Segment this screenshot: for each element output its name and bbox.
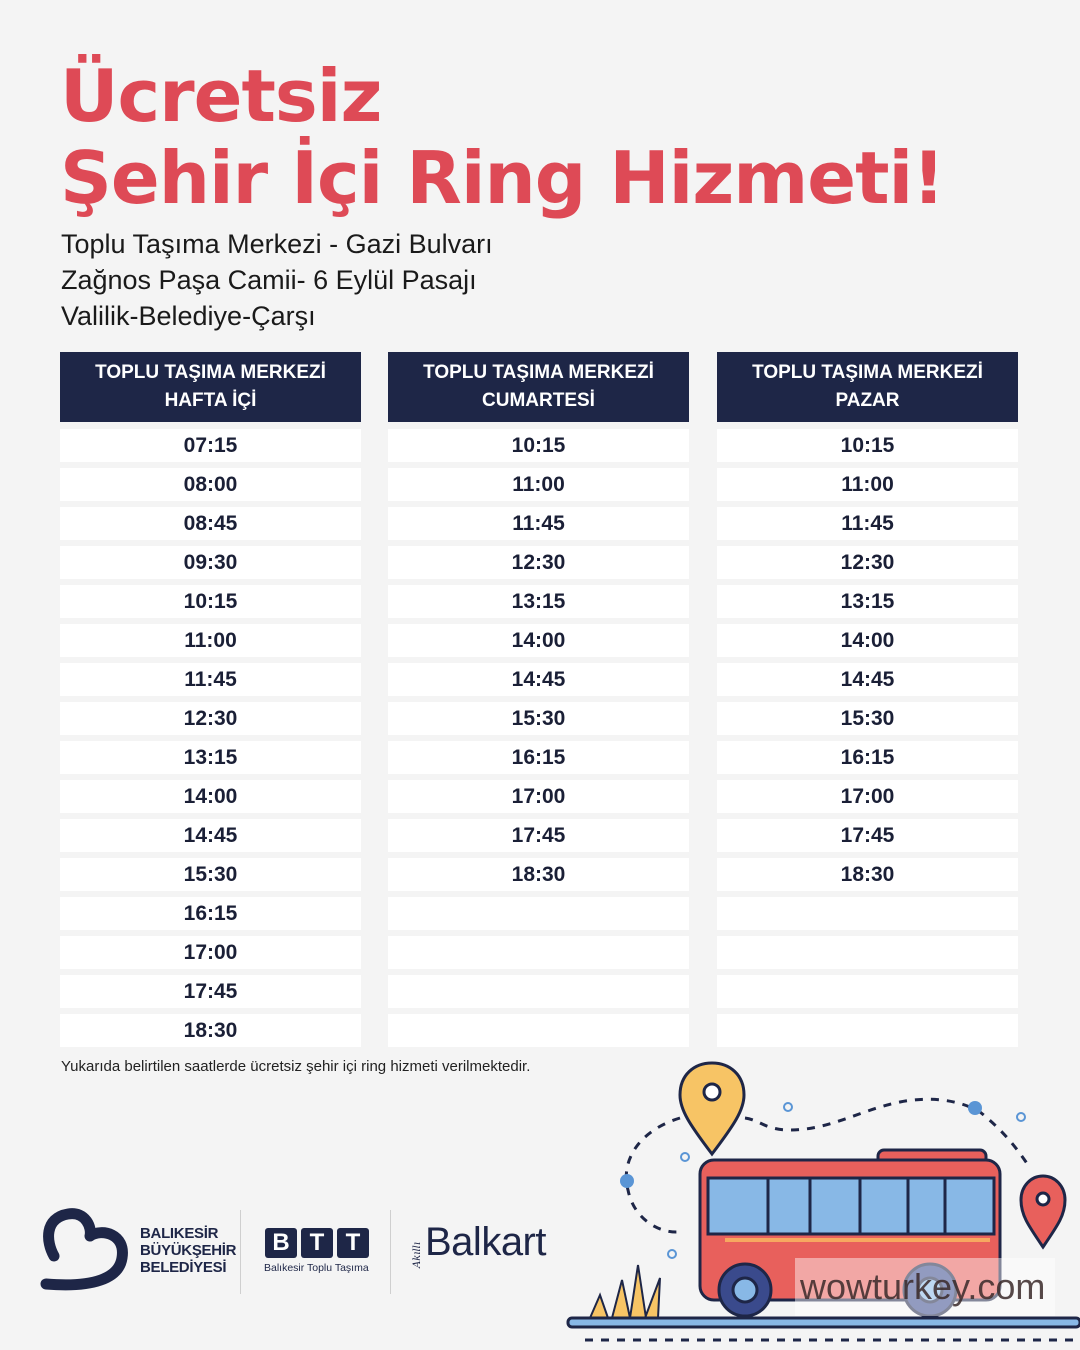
municipality-name xyxy=(140,1225,236,1276)
time-row: 13:15 xyxy=(60,741,361,774)
time-row: 11:45 xyxy=(388,507,689,540)
btt-letter: B xyxy=(265,1228,297,1258)
time-row: 14:00 xyxy=(717,624,1018,657)
time-row: 18:30 xyxy=(717,858,1018,891)
schedule-column-weekday xyxy=(60,352,361,1053)
time-row: 09:30 xyxy=(60,546,361,579)
municipality-line-3: BELEDİYESİ xyxy=(140,1259,227,1276)
btt-letter: T xyxy=(301,1228,333,1258)
time-row: 14:45 xyxy=(60,819,361,852)
time-row: 17:45 xyxy=(60,975,361,1008)
time-row: 08:00 xyxy=(60,468,361,501)
header-line-2: PAZAR xyxy=(835,390,900,411)
time-row: 11:45 xyxy=(717,507,1018,540)
btt-letter: T xyxy=(337,1228,369,1258)
watermark: wowturkey.com xyxy=(800,1266,1046,1307)
logo-bar xyxy=(30,1200,570,1300)
time-row: 12:30 xyxy=(717,546,1018,579)
route-description xyxy=(61,226,493,334)
time-row: 11:45 xyxy=(60,663,361,696)
btt-subtitle: Balıkesir Toplu Taşıma xyxy=(264,1262,369,1274)
time-row: 12:30 xyxy=(60,702,361,735)
column-header xyxy=(60,352,361,422)
municipality-line-2: BÜYÜKŞEHİR xyxy=(140,1242,237,1259)
time-row: 15:30 xyxy=(60,858,361,891)
time-row-empty xyxy=(717,897,1018,930)
time-row: 10:15 xyxy=(388,429,689,462)
time-row: 14:45 xyxy=(388,663,689,696)
title-line-1: Ücretsiz xyxy=(60,54,382,138)
time-row: 08:45 xyxy=(60,507,361,540)
header-line-1: TOPLU TAŞIMA MERKEZİ xyxy=(423,362,654,383)
divider xyxy=(240,1210,241,1294)
time-row-empty xyxy=(388,1014,689,1047)
column-header xyxy=(717,352,1018,422)
divider xyxy=(390,1210,391,1294)
time-row: 10:15 xyxy=(60,585,361,618)
time-row-empty xyxy=(388,897,689,930)
time-row: 15:30 xyxy=(388,702,689,735)
time-row: 17:00 xyxy=(388,780,689,813)
time-row: 14:45 xyxy=(717,663,1018,696)
time-row: 13:15 xyxy=(388,585,689,618)
akilli-label: Akıllı xyxy=(412,1241,423,1268)
schedule-column-saturday xyxy=(388,352,689,1053)
header-line-2: HAFTA İÇİ xyxy=(164,390,257,411)
balkart-logo: Balkart xyxy=(425,1220,546,1264)
time-row: 12:30 xyxy=(388,546,689,579)
time-row: 17:45 xyxy=(717,819,1018,852)
time-row: 11:00 xyxy=(388,468,689,501)
title-line-2: Şehir İçi Ring Hizmeti! xyxy=(60,136,945,220)
time-row-empty xyxy=(388,936,689,969)
header-line-1: TOPLU TAŞIMA MERKEZİ xyxy=(95,362,326,383)
time-row: 16:15 xyxy=(388,741,689,774)
time-row: 13:15 xyxy=(717,585,1018,618)
time-row: 15:30 xyxy=(717,702,1018,735)
footnote: Yukarıda belirtilen saatlerde ücretsiz şehir içi ring hizmeti verilmektedir. xyxy=(61,1058,531,1075)
header-line-2: CUMARTESİ xyxy=(482,390,595,411)
time-row: 14:00 xyxy=(388,624,689,657)
route-line-1: Toplu Taşıma Merkezi - Gazi Bulvarı xyxy=(61,229,493,259)
municipality-heart-logo-icon xyxy=(34,1206,134,1294)
column-header xyxy=(388,352,689,422)
time-row: 16:15 xyxy=(717,741,1018,774)
time-row: 17:45 xyxy=(388,819,689,852)
municipality-line-1: BALIKESİR xyxy=(140,1225,219,1242)
time-row-empty xyxy=(717,975,1018,1008)
route-line-2: Zağnos Paşa Camii- 6 Eylül Pasajı xyxy=(61,265,477,295)
time-row: 14:00 xyxy=(60,780,361,813)
time-row: 18:30 xyxy=(388,858,689,891)
time-row-empty xyxy=(388,975,689,1008)
route-line-3: Valilik-Belediye-Çarşı xyxy=(61,301,316,331)
header-line-1: TOPLU TAŞIMA MERKEZİ xyxy=(752,362,983,383)
time-row: 16:15 xyxy=(60,897,361,930)
time-row: 07:15 xyxy=(60,429,361,462)
time-row-empty xyxy=(717,936,1018,969)
schedule-column-sunday xyxy=(717,352,1018,1053)
time-row-empty xyxy=(717,1014,1018,1047)
time-row: 18:30 xyxy=(60,1014,361,1047)
time-row: 17:00 xyxy=(60,936,361,969)
time-row: 11:00 xyxy=(717,468,1018,501)
time-row: 11:00 xyxy=(60,624,361,657)
btt-logo xyxy=(265,1228,369,1258)
time-row: 17:00 xyxy=(717,780,1018,813)
time-row: 10:15 xyxy=(717,429,1018,462)
